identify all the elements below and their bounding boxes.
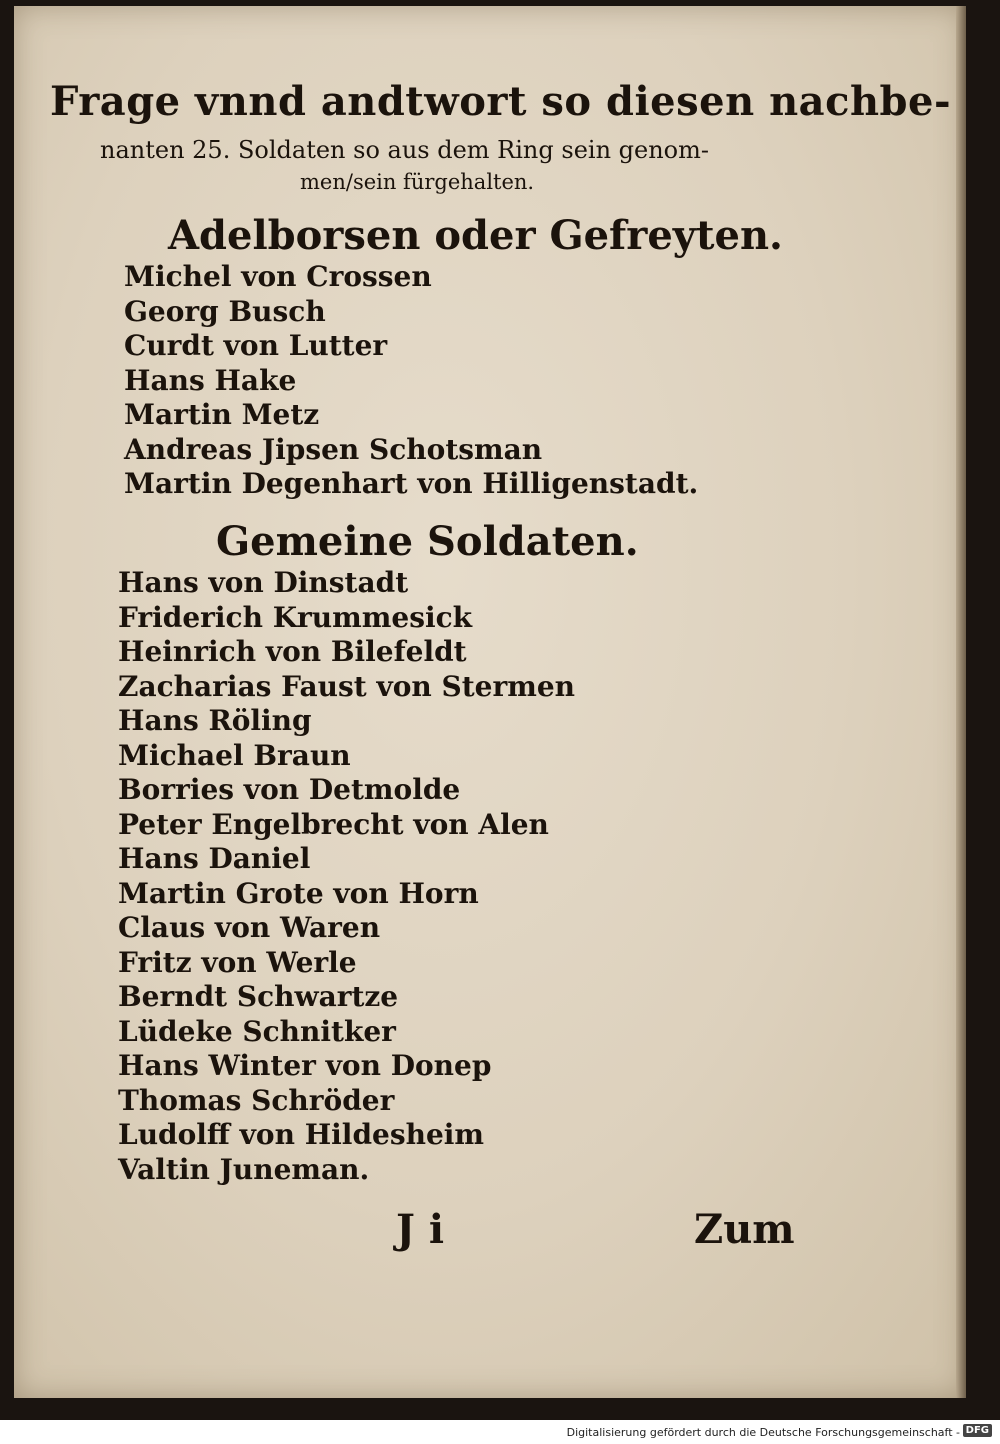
footer-funding-note: Digitalisierung gefördert durch die Deutsche Forschungsgemeinschaft - <box>566 1426 960 1439</box>
list-item: Claus von Waren <box>118 911 381 944</box>
list-item: Michael Braun <box>118 738 351 772</box>
page-heading-line-3: men/sein fürgehalten. <box>300 170 535 194</box>
signature-mark: J i <box>396 1206 445 1253</box>
list-item: Michel von Crossen <box>124 260 432 293</box>
section-title-adelborsen: Adelborsen oder Gefreyten. <box>168 212 783 259</box>
dfg-logo: DFG <box>963 1424 992 1437</box>
list-item: Martin Metz <box>124 398 320 431</box>
list-item: Lüdeke Schnitker <box>118 1014 396 1048</box>
page-binding-edge <box>956 6 966 1398</box>
list-item: Curdt von Lutter <box>124 329 388 362</box>
list-item: Hans Röling <box>118 704 312 737</box>
list-item: Ludolff von Hildesheim <box>118 1118 485 1151</box>
list-item: Borries von Detmolde <box>118 773 461 806</box>
list-item: Heinrich von Bilefeldt <box>118 635 467 668</box>
list-item: Georg Busch <box>124 294 326 328</box>
list-item: Hans von Dinstadt <box>118 566 409 599</box>
list-item: Martin Grote von Horn <box>118 876 479 910</box>
list-item: Hans Winter von Donep <box>118 1049 492 1082</box>
page-heading-line-1: Frage vnnd andtwort so diesen nachbe- <box>50 78 952 125</box>
list-item: Hans Hake <box>124 363 297 397</box>
name-list-adelborsen <box>124 260 698 502</box>
catchword: Zum <box>694 1206 795 1253</box>
list-item: Friderich Krummesick <box>118 600 473 634</box>
list-item: Valtin Juneman. <box>118 1152 370 1186</box>
list-item: Peter Engelbrecht von Alen <box>118 807 549 841</box>
page-heading-line-2: nanten 25. Soldaten so aus dem Ring sein genom- <box>100 136 709 164</box>
list-item: Zacharias Faust von Stermen <box>118 669 576 703</box>
list-item: Hans Daniel <box>118 842 311 875</box>
list-item: Berndt Schwartze <box>118 980 399 1013</box>
list-item: Martin Degenhart von Hilligenstadt. <box>124 467 699 500</box>
list-item: Andreas Jipsen Schotsman <box>124 432 543 466</box>
list-item: Thomas Schröder <box>118 1083 395 1117</box>
list-item: Fritz von Werle <box>118 945 357 979</box>
name-list-gemeine-soldaten <box>118 566 575 1187</box>
section-title-gemeine-soldaten: Gemeine Soldaten. <box>216 518 639 565</box>
